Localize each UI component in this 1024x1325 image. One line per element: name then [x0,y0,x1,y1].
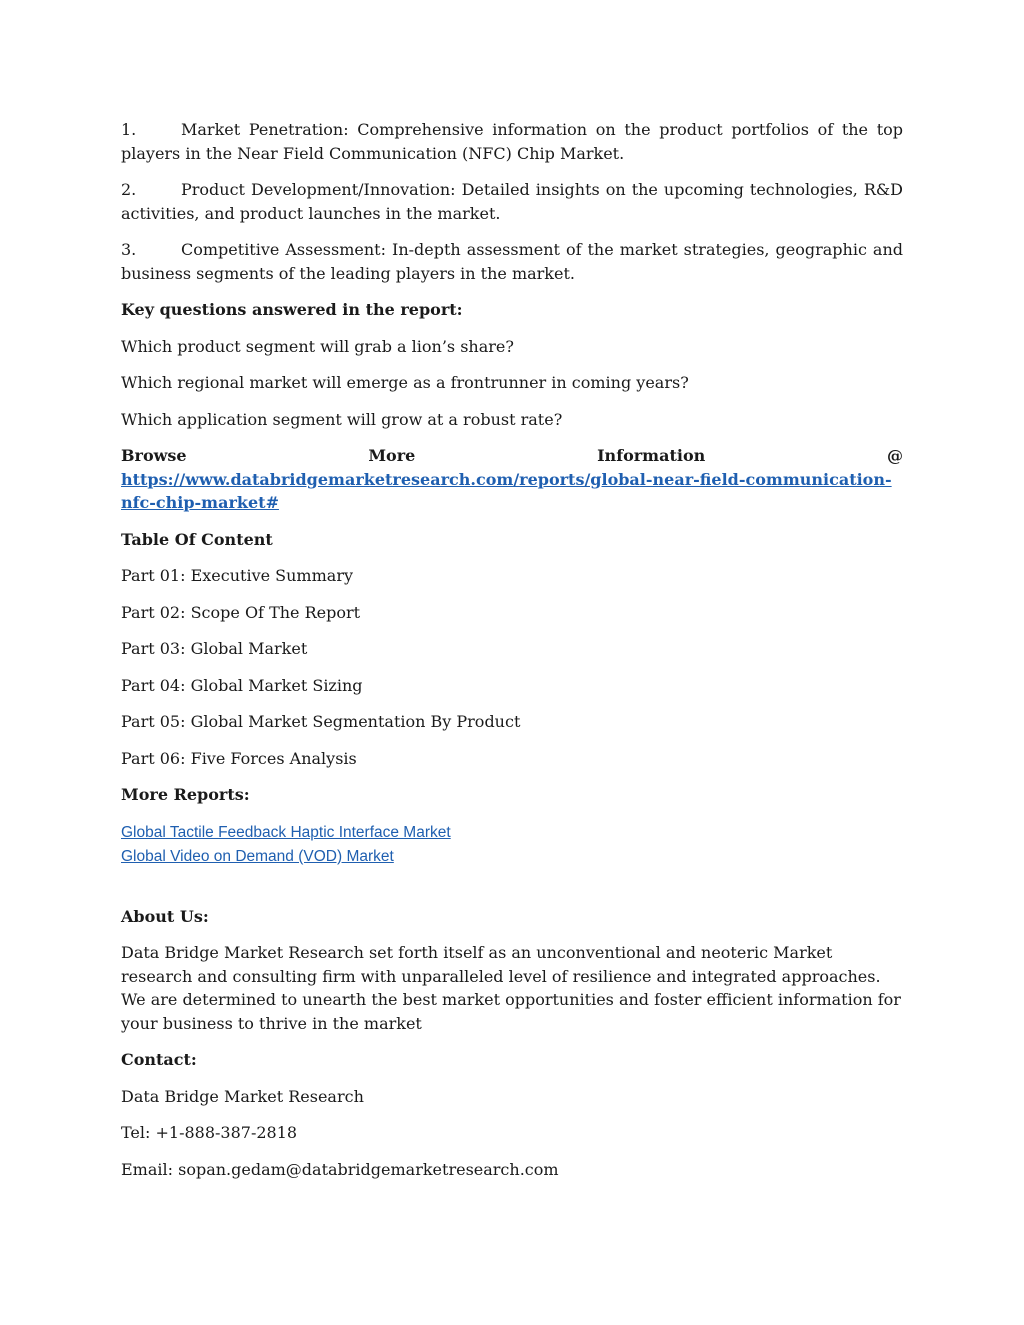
toc-item: Part 01: Executive Summary [121,566,353,585]
toc-item: Part 05: Global Market Segmentation By Product [121,712,521,731]
toc-item: Part 04: Global Market Sizing [121,675,363,695]
more-reports-heading: More Reports: [121,785,250,804]
about-text: Data Bridge Market Research set forth itself as an unconventional and neoteric Market research and consulting firm with unparalleled level of resilience and integrated approaches. We are determined to unearth the best market opportunities and foster efficient information for your business to thrive in the market [121,943,901,1033]
contact-heading: Contact: [121,1050,197,1069]
list-item-market-penetration [121,118,903,165]
toc-heading: Table Of Content [121,529,273,549]
report-link-haptic[interactable]: Global Tactile Feedback Haptic Interface Market [121,823,451,841]
list-number: 2. [121,180,137,199]
list-item-product-development [121,178,903,225]
contact-email: Email: sopan.gedam@databridgemarketresearch.com [121,1159,559,1179]
toc-item: Part 06: Five Forces Analysis [121,748,357,768]
browse-prefix: Browse More Information @ [121,446,903,465]
list-number: 3. [121,240,137,259]
list-text: Market Penetration: Comprehensive information on the product portfolios of the top players in the Near Field Communication (NFC) Chip Market. [121,120,903,163]
report-link-vod[interactable]: Global Video on Demand (VOD) Market [121,848,394,865]
contact-tel: Tel: +1-888-387-2818 [121,1123,298,1142]
list-item-competitive-assessment [121,238,903,285]
question-item: Which application segment will grow at a robust rate? [121,409,563,429]
list-text: Competitive Assessment: In-depth assessment of the market strategies, geographic and business segments of the leading players in the market. [121,240,903,283]
about-heading: About Us: [121,906,209,926]
question-item: Which regional market will emerge as a frontrunner in coming years? [121,373,689,392]
browse-more-info [121,444,903,515]
contact-company: Data Bridge Market Research [121,1086,364,1106]
list-number: 1. [121,120,137,139]
report-link[interactable]: https://www.databridgemarketresearch.com/reports/global-near-field-communication-nfc-chip-market# [121,469,892,512]
question-item: Which product segment will grab a lion’s share? [121,336,514,356]
toc-item: Part 02: Scope Of The Report [121,602,361,622]
document-page [121,118,903,1194]
list-text: Product Development/Innovation: Detailed insights on the upcoming technologies, R&D activities, and product launches in the market. [121,180,903,223]
key-questions-heading: Key questions answered in the report: [121,300,463,319]
toc-item: Part 03: Global Market [121,639,308,658]
more-reports-links [121,820,903,869]
